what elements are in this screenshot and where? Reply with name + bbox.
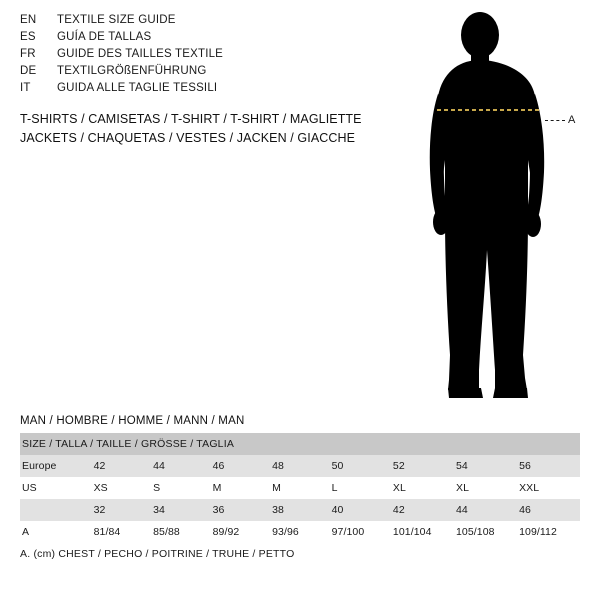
category-jackets: JACKETS / CHAQUETAS / VESTES / JACKEN / GIACCHE (20, 131, 356, 145)
cell: 89/92 (211, 521, 271, 543)
cell: L (330, 477, 391, 499)
cell: XL (454, 477, 517, 499)
cell: 44 (454, 499, 517, 521)
cell: 56 (517, 455, 580, 477)
size-table-section (20, 415, 580, 543)
cell: 34 (151, 499, 211, 521)
cell: XL (391, 477, 454, 499)
male-silhouette-figure (405, 10, 590, 400)
language-row (20, 31, 350, 48)
cell: 48 (270, 455, 330, 477)
table-row (20, 477, 580, 499)
cell: XS (92, 477, 152, 499)
cell: 81/84 (92, 521, 152, 543)
cell: 101/104 (391, 521, 454, 543)
language-code: IT (20, 82, 31, 94)
category-tshirts: T-SHIRTS / CAMISETAS / T-SHIRT / T-SHIRT / MAGLIETTE (20, 112, 362, 126)
cell: 46 (211, 455, 271, 477)
cell: 38 (270, 499, 330, 521)
language-code: EN (20, 14, 37, 26)
language-code: FR (20, 48, 36, 60)
cell: 97/100 (330, 521, 391, 543)
language-text: TEXTILGRÖßENFÜHRUNG (57, 65, 207, 77)
size-table (20, 433, 580, 543)
row-label: US (20, 477, 92, 499)
language-row (20, 14, 350, 31)
category-list (20, 110, 420, 148)
table-row (20, 455, 580, 477)
cell: 93/96 (270, 521, 330, 543)
table-title: MAN / HOMBRE / HOMME / MANN / MAN (20, 415, 245, 427)
cell: 50 (330, 455, 391, 477)
language-text: GUIDA ALLE TAGLIE TESSILI (57, 82, 218, 94)
language-list (20, 14, 350, 99)
row-label: A (20, 521, 92, 543)
measure-label-a: A (568, 114, 576, 126)
cell: 42 (391, 499, 454, 521)
cell: 44 (151, 455, 211, 477)
table-row (20, 499, 580, 521)
language-code: ES (20, 31, 36, 43)
row-label (20, 499, 92, 521)
language-row (20, 48, 350, 65)
cell: 36 (211, 499, 271, 521)
footnote: A. (cm) CHEST / PECHO / POITRINE / TRUHE / PETTO (20, 548, 295, 560)
row-label: Europe (20, 455, 92, 477)
cell: 52 (391, 455, 454, 477)
cell: 85/88 (151, 521, 211, 543)
cell: M (270, 477, 330, 499)
language-row (20, 82, 350, 99)
cell: 109/112 (517, 521, 580, 543)
cell: 105/108 (454, 521, 517, 543)
cell: M (211, 477, 271, 499)
cell: 40 (330, 499, 391, 521)
table-row (20, 521, 580, 543)
table-header-row (20, 433, 580, 455)
cell: 42 (92, 455, 152, 477)
language-text: GUIDE DES TAILLES TEXTILE (57, 48, 224, 60)
language-text: GUÍA DE TALLAS (57, 31, 152, 43)
table-header-label: SIZE / TALLA / TAILLE / GRÖSSE / TAGLIA (20, 433, 580, 455)
language-row (20, 65, 350, 82)
cell: S (151, 477, 211, 499)
cell: 46 (517, 499, 580, 521)
language-text: TEXTILE SIZE GUIDE (57, 14, 176, 26)
measure-leader-line (545, 120, 565, 122)
language-code: DE (20, 65, 37, 77)
silhouette-icon (405, 10, 590, 400)
cell: 54 (454, 455, 517, 477)
cell: 32 (92, 499, 152, 521)
cell: XXL (517, 477, 580, 499)
